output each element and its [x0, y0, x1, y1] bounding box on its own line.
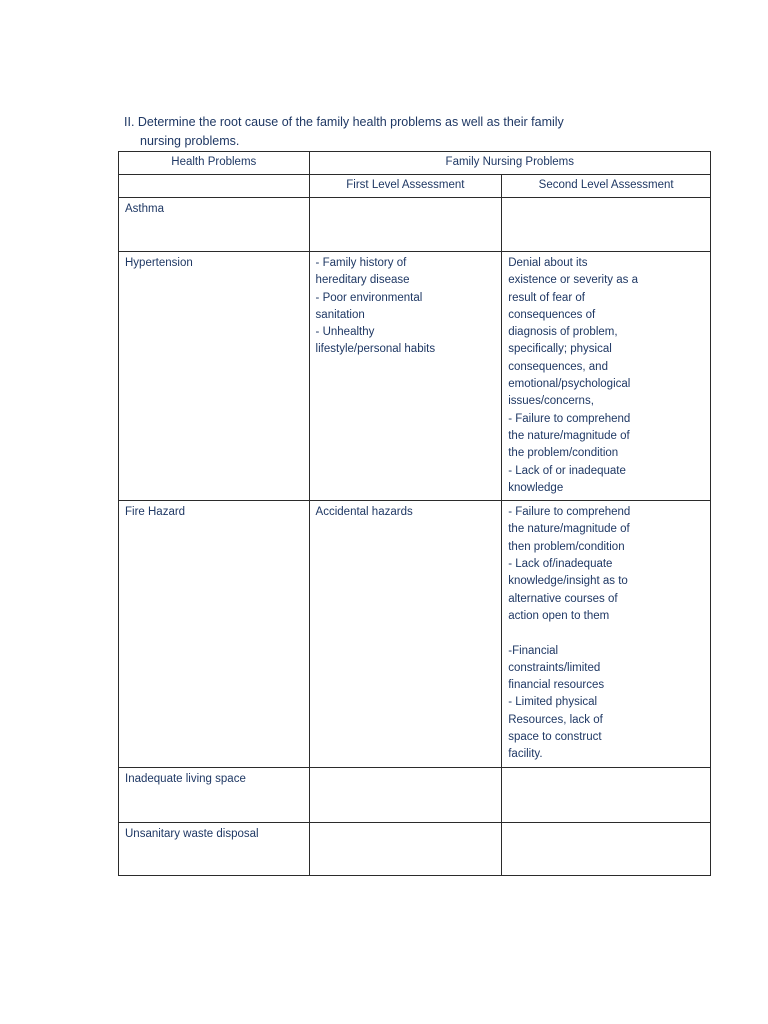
cell-second-level — [502, 767, 711, 822]
cell-problem — [119, 822, 310, 875]
header-second-level: Second Level Assessment — [502, 175, 711, 198]
table-row — [119, 252, 711, 501]
table-row — [119, 198, 711, 252]
cell-second-level — [502, 501, 711, 767]
problem-text: Unsanitary waste disposal — [125, 827, 259, 840]
instruction-line-1 — [124, 113, 564, 132]
problem-text: Hypertension — [125, 257, 193, 269]
cell-problem — [119, 198, 310, 252]
table-row — [119, 501, 711, 767]
cell-first-level — [309, 501, 502, 767]
cell-first-level — [309, 198, 502, 252]
problem-text: Inadequate living space — [125, 772, 246, 785]
header-first-level: First Level Assessment — [309, 175, 502, 198]
instruction — [124, 113, 644, 151]
problem-text: Asthma — [125, 203, 164, 215]
cell-second-level — [502, 822, 711, 875]
cell-problem — [119, 252, 310, 501]
header-row-1 — [119, 152, 711, 175]
cell-first-level — [309, 822, 502, 875]
cell-problem — [119, 501, 310, 767]
instruction-text — [124, 113, 564, 151]
header-empty-cell — [119, 175, 310, 198]
cell-second-level — [502, 198, 711, 252]
header-row-2 — [119, 175, 711, 198]
instruction-line-2: nursing problems. — [140, 134, 240, 148]
cell-first-level — [309, 767, 502, 822]
cell-second-level — [502, 252, 711, 501]
table-row — [119, 767, 711, 822]
family-nursing-table — [118, 151, 711, 876]
instruction-line-1-text: Determine the root cause of the family health problems as well as their family — [137, 115, 564, 129]
header-family-nursing-problems: Family Nursing Problems — [309, 152, 710, 175]
header-health-problems: Health Problems — [119, 152, 310, 175]
table-row — [119, 822, 711, 875]
first-level-text: Accidental hazards — [315, 506, 413, 519]
cell-problem — [119, 767, 310, 822]
first-level-text: - Family history of hereditary disease - Poor environmental sanitation - Unhealthy lifestyle/personal habits — [315, 257, 436, 356]
second-level-text: - Failure to comprehend the nature/magnitude of then problem/condition - Lack of/inadequate knowledge/insight as to alternative courses of action open to them -Financial constraints/limited financial resources - Limited physical Resources, lack of space to construct facility. — [508, 506, 631, 761]
instruction-number: II. — [124, 115, 135, 129]
cell-first-level — [309, 252, 502, 501]
second-level-text: Denial about its existence or severity as a result of fear of consequences of diagnosis of problem, specifically; physical consequences, and emotional/psychological issues/concerns, - Failure to comprehend the nature/magnitude of the problem/condition - Lack of or inadequate knowledge — [508, 257, 638, 494]
problem-text: Fire Hazard — [125, 506, 186, 519]
